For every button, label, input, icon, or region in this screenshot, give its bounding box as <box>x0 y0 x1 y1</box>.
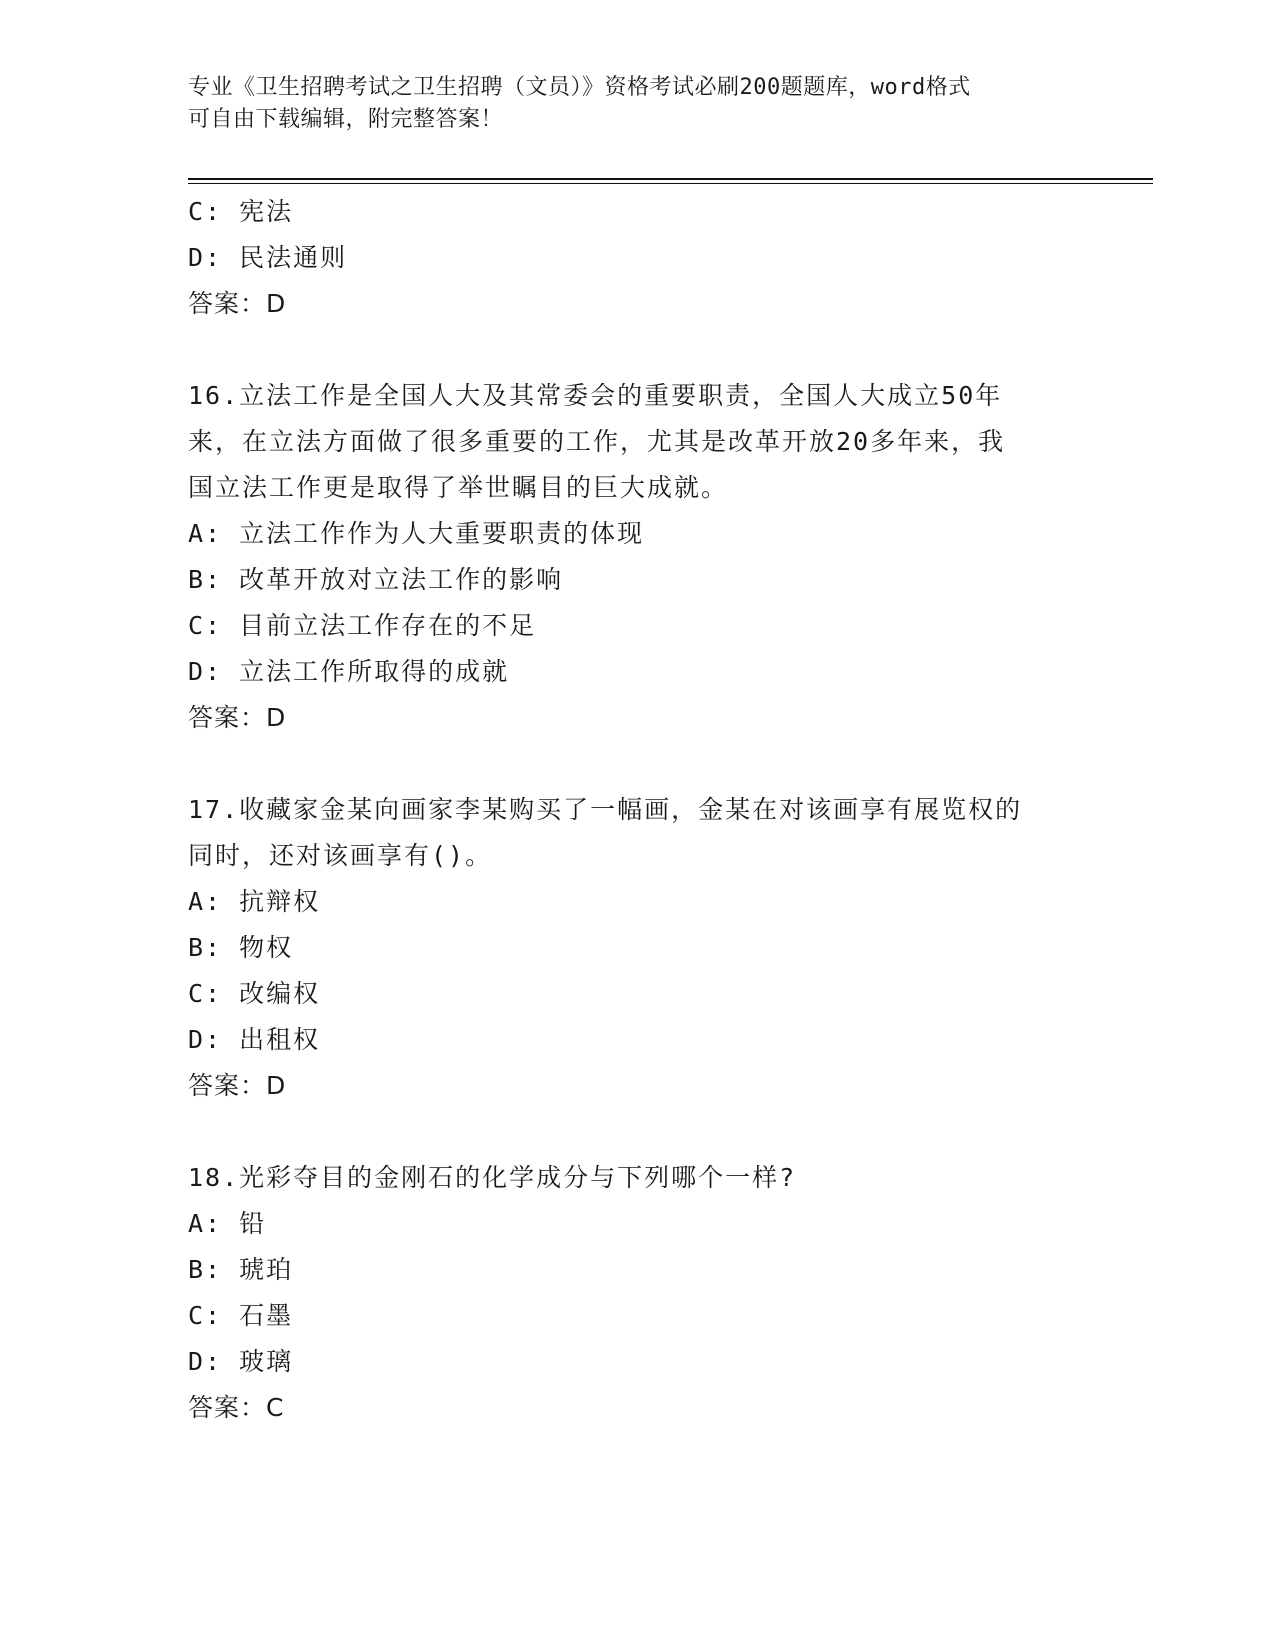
option-c: C: 宪法 <box>188 197 294 226</box>
option-d: D: 出租权 <box>188 1025 321 1054</box>
option-b: B: 改革开放对立法工作的影响 <box>188 565 564 594</box>
answer: 答案：C <box>188 1393 285 1422</box>
question-stem: 来，在立法方面做了很多重要的工作，尤其是改革开放20多年来，我 <box>188 427 1006 456</box>
option-a: A: 抗辩权 <box>188 887 321 916</box>
option-c: C: 改编权 <box>188 979 321 1008</box>
question-prev <box>188 189 1088 327</box>
option-d: D: 民法通则 <box>188 243 348 272</box>
answer: 答案：D <box>188 1071 287 1100</box>
option-d: D: 玻璃 <box>188 1347 294 1376</box>
question-stem: 16.立法工作是全国人大及其常委会的重要职责，全国人大成立50年 <box>188 381 1003 410</box>
header-divider-thin <box>188 183 1153 184</box>
header-divider-thick <box>188 178 1153 180</box>
option-d: D: 立法工作所取得的成就 <box>188 657 510 686</box>
header-line-1: 专业《卫生招聘考试之卫生招聘（文员）》资格考试必刷200题题库，word格式 <box>188 75 971 100</box>
option-b: B: 琥珀 <box>188 1255 294 1284</box>
document-header <box>188 72 1088 136</box>
answer: 答案：D <box>188 289 287 318</box>
option-c: C: 目前立法工作存在的不足 <box>188 611 537 640</box>
option-a: A: 铅 <box>188 1209 267 1238</box>
spacer <box>188 741 1088 787</box>
question-16 <box>188 373 1088 741</box>
question-list <box>188 189 1088 1431</box>
option-a: A: 立法工作作为人大重要职责的体现 <box>188 519 645 548</box>
question-stem: 18.光彩夺目的金刚石的化学成分与下列哪个一样? <box>188 1163 797 1192</box>
answer: 答案：D <box>188 703 287 732</box>
spacer <box>188 1109 1088 1155</box>
header-line-2: 可自由下载编辑，附完整答案！ <box>188 107 504 132</box>
question-17 <box>188 787 1088 1109</box>
spacer <box>188 327 1088 373</box>
question-stem: 国立法工作更是取得了举世瞩目的巨大成就。 <box>188 473 729 502</box>
option-b: B: 物权 <box>188 933 294 962</box>
question-stem: 同时，还对该画享有()。 <box>188 841 493 870</box>
question-18 <box>188 1155 1088 1431</box>
option-c: C: 石墨 <box>188 1301 294 1330</box>
question-stem: 17.收藏家金某向画家李某购买了一幅画，金某在对该画享有展览权的 <box>188 795 1023 824</box>
